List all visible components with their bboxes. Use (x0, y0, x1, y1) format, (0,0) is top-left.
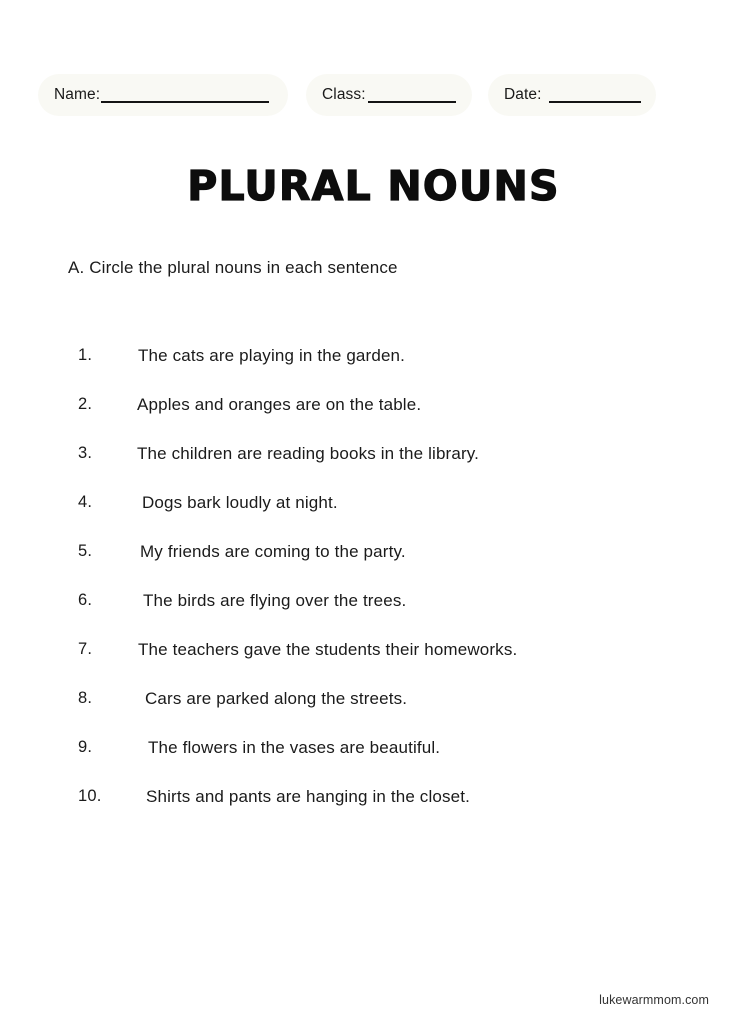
question-number: 9. (78, 738, 93, 756)
question-row (0, 491, 747, 540)
question-number: 2. (78, 395, 93, 413)
question-sentence[interactable]: The children are reading books in the library. (137, 444, 480, 463)
question-number: 5. (78, 542, 93, 560)
question-number: 3. (78, 444, 93, 462)
question-number: 4. (78, 493, 93, 511)
class-field-label: Class: (322, 86, 366, 103)
date-field-writing-line[interactable] (549, 101, 641, 103)
question-row (0, 785, 747, 834)
question-row (0, 393, 747, 442)
page-title: PLURAL NOUNS (187, 162, 560, 210)
student-info-header (38, 74, 709, 116)
question-list (0, 344, 747, 834)
question-row (0, 344, 747, 393)
question-sentence[interactable]: The cats are playing in the garden. (138, 346, 406, 365)
name-field-label: Name: (54, 86, 101, 103)
question-row (0, 442, 747, 491)
question-number: 10. (78, 787, 102, 805)
question-sentence[interactable]: Dogs bark loudly at night. (142, 493, 338, 512)
class-field-writing-line[interactable] (368, 101, 456, 103)
question-sentence[interactable]: The teachers gave the students their homeworks. (138, 640, 518, 659)
question-sentence[interactable]: Apples and oranges are on the table. (137, 395, 422, 414)
question-sentence[interactable]: The birds are flying over the trees. (143, 591, 407, 610)
date-field[interactable] (488, 74, 656, 116)
question-number: 8. (78, 689, 93, 707)
question-number: 7. (78, 640, 93, 658)
instruction-text: A. Circle the plural nouns in each sentence (68, 258, 398, 277)
question-sentence[interactable]: The flowers in the vases are beautiful. (148, 738, 441, 757)
name-field[interactable] (38, 74, 288, 116)
class-field[interactable] (306, 74, 472, 116)
question-sentence[interactable]: My friends are coming to the party. (140, 542, 406, 561)
name-field-writing-line[interactable] (101, 101, 269, 103)
question-row (0, 687, 747, 736)
question-number: 6. (78, 591, 93, 609)
footer-credit: lukewarmmom.com (599, 993, 709, 1007)
date-field-label: Date: (504, 86, 542, 103)
question-row (0, 638, 747, 687)
question-sentence[interactable]: Shirts and pants are hanging in the closet. (146, 787, 470, 806)
question-number: 1. (78, 346, 93, 364)
question-sentence[interactable]: Cars are parked along the streets. (145, 689, 408, 708)
question-row (0, 540, 747, 589)
question-row (0, 589, 747, 638)
question-row (0, 736, 747, 785)
